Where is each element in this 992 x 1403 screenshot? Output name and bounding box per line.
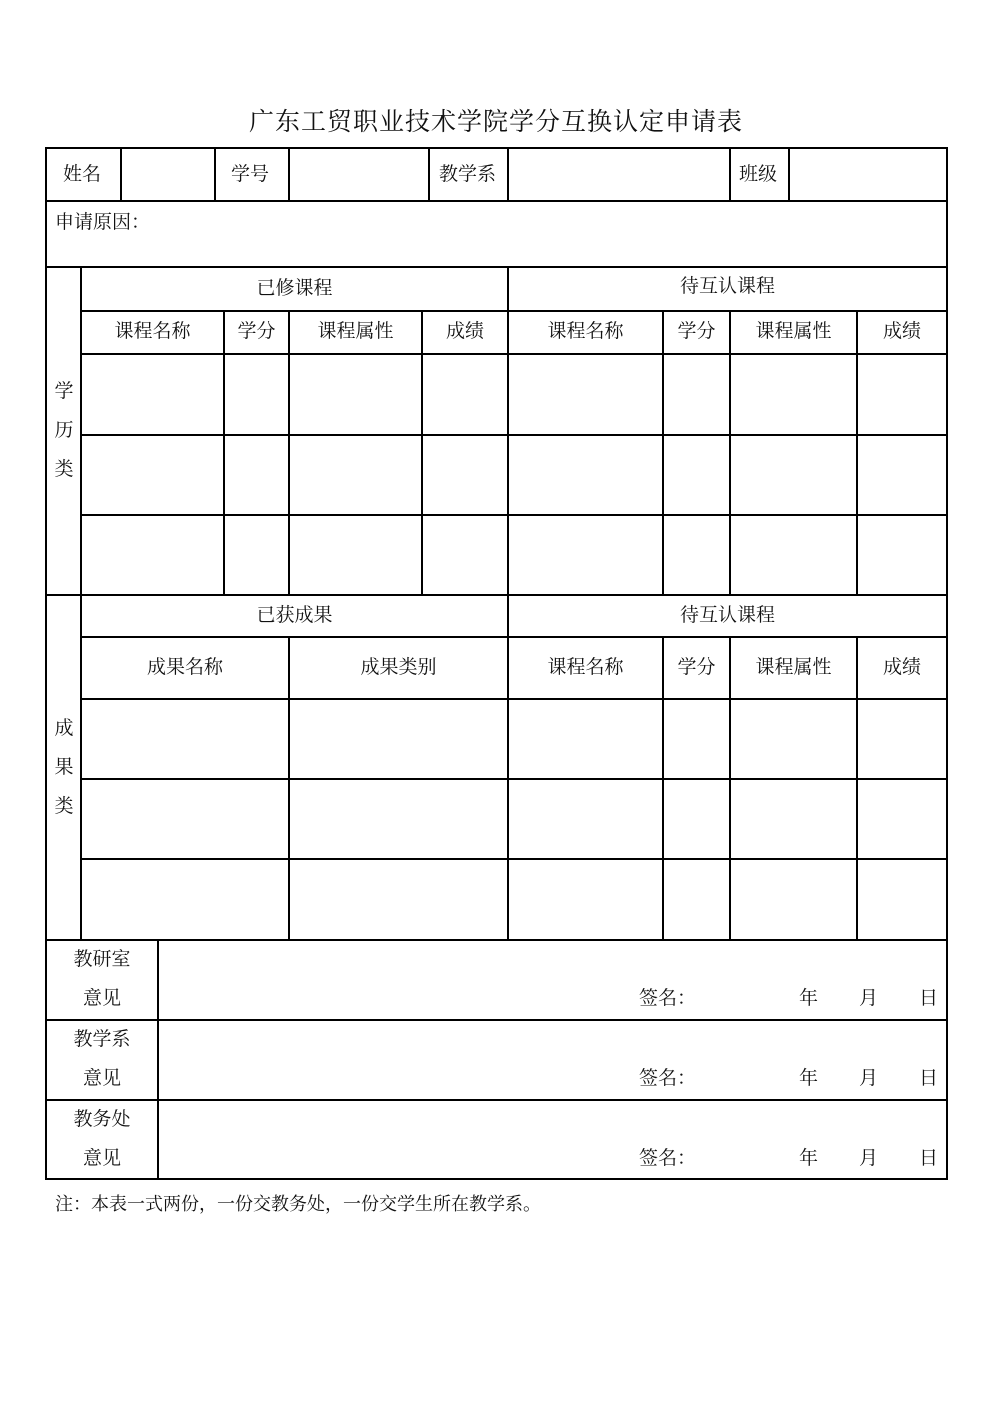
- month-label: 月: [859, 987, 879, 1009]
- opinion-label: 教研室: [73, 948, 131, 970]
- row-divider: [82, 310, 946, 312]
- student-id-label: 学号: [231, 163, 270, 185]
- col-divider: [507, 266, 509, 594]
- application-form-table: [45, 147, 948, 1180]
- col-divider: [856, 636, 858, 939]
- col-divider: [507, 594, 509, 939]
- col-divider: [662, 636, 664, 939]
- obtained-achievements-header: 已获成果: [256, 604, 333, 626]
- col-divider: [729, 636, 731, 939]
- row-divider: [82, 698, 946, 700]
- row-divider: [82, 778, 946, 780]
- signature-label: 签名：: [639, 1067, 697, 1089]
- month-label: 月: [859, 1067, 879, 1089]
- column-header: 学分: [237, 320, 276, 342]
- row-divider: [82, 636, 946, 638]
- row-divider: [82, 858, 946, 860]
- column-header: 成果名称: [146, 656, 223, 678]
- side-char: 学: [54, 380, 74, 402]
- column-header: 成绩: [445, 320, 484, 342]
- achievement-side-label: [52, 709, 76, 826]
- col-divider: [729, 149, 731, 200]
- row-divider: [47, 1019, 946, 1021]
- day-label: 日: [919, 1067, 939, 1089]
- row-divider: [47, 594, 946, 596]
- class-label: 班级: [739, 163, 778, 185]
- side-char: 成: [54, 717, 74, 739]
- row-divider: [82, 514, 946, 516]
- row-divider: [47, 1099, 946, 1101]
- application-reason-label: 申请原因：: [55, 211, 151, 233]
- row-divider: [47, 939, 946, 941]
- signature-label: 签名：: [639, 987, 697, 1009]
- form-title: 广东工贸职业技术学院学分互换认定申请表: [248, 107, 743, 136]
- footnote: 注：本表一式两份，一份交教务处，一份交学生所在教学系。: [55, 1194, 541, 1215]
- side-char: 果: [54, 756, 74, 778]
- side-char: 历: [54, 419, 74, 441]
- column-header: 课程属性: [755, 656, 832, 678]
- row-divider: [82, 353, 946, 355]
- row-divider: [47, 200, 946, 202]
- col-divider: [507, 149, 509, 200]
- opinion-label: 意见: [82, 1067, 121, 1089]
- column-header: 成绩: [882, 656, 921, 678]
- column-header: 课程名称: [547, 656, 624, 678]
- opinion-label: 教学系: [73, 1028, 131, 1050]
- column-header: 学分: [677, 320, 716, 342]
- completed-courses-header: 已修课程: [256, 277, 333, 299]
- signature-label: 签名：: [639, 1147, 697, 1169]
- academic-side-label: [52, 372, 76, 489]
- side-char: 类: [54, 795, 74, 817]
- row-divider: [47, 266, 946, 268]
- recognition-courses-header: 待互认课程: [679, 604, 775, 626]
- col-divider: [729, 310, 731, 594]
- opinion-label: 意见: [82, 1147, 121, 1169]
- col-divider: [120, 149, 122, 200]
- col-divider: [214, 149, 216, 200]
- col-divider: [428, 149, 430, 200]
- col-divider: [157, 939, 159, 1178]
- opinion-label: 意见: [82, 987, 121, 1009]
- col-divider: [421, 310, 423, 594]
- col-divider: [856, 310, 858, 594]
- day-label: 日: [919, 987, 939, 1009]
- col-divider: [788, 149, 790, 200]
- col-divider: [662, 310, 664, 594]
- column-header: 成果类别: [360, 656, 437, 678]
- col-divider: [288, 149, 290, 200]
- column-header: 课程名称: [547, 320, 624, 342]
- column-header: 课程属性: [317, 320, 394, 342]
- column-header: 课程名称: [114, 320, 191, 342]
- col-divider: [223, 310, 225, 594]
- name-label: 姓名: [63, 163, 102, 185]
- recognition-courses-header: 待互认课程: [679, 275, 775, 297]
- year-label: 年: [799, 1147, 819, 1169]
- column-header: 成绩: [882, 320, 921, 342]
- column-header: 课程属性: [755, 320, 832, 342]
- day-label: 日: [919, 1147, 939, 1169]
- column-header: 学分: [677, 656, 716, 678]
- year-label: 年: [799, 1067, 819, 1089]
- col-divider: [288, 636, 290, 939]
- side-char: 类: [54, 458, 74, 480]
- department-label: 教学系: [439, 163, 497, 185]
- month-label: 月: [859, 1147, 879, 1169]
- col-divider: [80, 266, 82, 939]
- opinion-label: 教务处: [73, 1108, 131, 1130]
- col-divider: [288, 310, 290, 594]
- year-label: 年: [799, 987, 819, 1009]
- row-divider: [82, 434, 946, 436]
